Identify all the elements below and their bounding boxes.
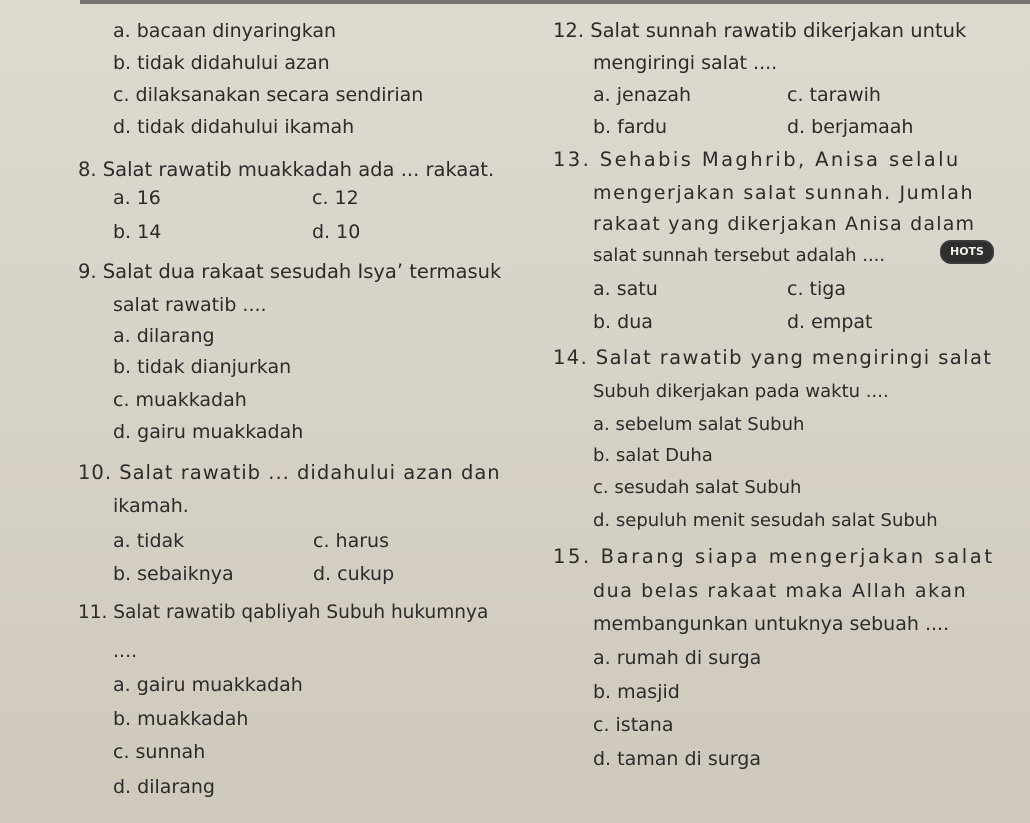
q10-option-c: c. harus	[313, 530, 389, 552]
q13-question-line2: mengerjakan salat sunnah. Jumlah	[593, 182, 975, 204]
q13-option-d: d. empat	[787, 311, 873, 333]
q9-option-d: d. gairu muakkadah	[113, 421, 304, 443]
q8-option-b: b. 14	[113, 221, 162, 243]
q9-option-b: b. tidak dianjurkan	[113, 356, 292, 378]
q9-option-c: c. muakkadah	[113, 389, 247, 411]
q15-option-a: a. rumah di surga	[593, 647, 762, 669]
q9-question-line1: 9. Salat dua rakaat sesudah Isya’ termasuk	[78, 260, 502, 283]
q15-option-d: d. taman di surga	[593, 748, 761, 770]
q8-option-c: c. 12	[312, 187, 359, 209]
q8-option-d: d. 10	[312, 221, 361, 243]
q9-option-a: a. dilarang	[113, 325, 215, 347]
q7-option-b: b. tidak didahului azan	[113, 52, 330, 74]
q12-option-d: d. berjamaah	[787, 116, 914, 138]
q11-option-b: b. muakkadah	[113, 708, 249, 730]
q14-option-d: d. sepuluh menit sesudah salat Subuh	[593, 510, 938, 531]
q12-option-c: c. tarawih	[787, 84, 881, 106]
q8-question: 8. Salat rawatib muakkadah ada ... rakaat.	[78, 158, 495, 181]
q11-question-line1: 11. Salat rawatib qabliyah Subuh hukumnya	[78, 602, 489, 623]
q10-question-line1: 10. Salat rawatib ... didahului azan dan	[78, 461, 501, 484]
q11-option-a: a. gairu muakkadah	[113, 674, 303, 696]
q13-question-line3: rakaat yang dikerjakan Anisa dalam	[593, 213, 976, 235]
q12-option-b: b. fardu	[593, 116, 668, 138]
q15-option-b: b. masjid	[593, 681, 680, 703]
q8-option-a: a. 16	[113, 187, 161, 209]
q7-option-d: d. tidak didahului ikamah	[113, 116, 355, 138]
top-edge-rule	[80, 0, 1030, 4]
q12-question-line2: mengiringi salat ....	[593, 52, 778, 74]
q12-question-line1: 12. Salat sunnah rawatib dikerjakan untuk	[553, 19, 967, 42]
q15-option-c: c. istana	[593, 714, 674, 736]
q14-option-a: a. sebelum salat Subuh	[593, 414, 805, 435]
q14-option-c: c. sesudah salat Subuh	[593, 477, 802, 498]
q10-option-a: a. tidak	[113, 530, 185, 552]
q14-option-b: b. salat Duha	[593, 445, 713, 466]
q13-option-c: c. tiga	[787, 278, 846, 300]
q11-question-line2: ....	[113, 640, 138, 662]
q13-option-b: b. dua	[593, 311, 653, 333]
q11-option-d: d. dilarang	[113, 776, 215, 798]
q10-option-d: d. cukup	[313, 563, 395, 585]
q14-question-line1: 14. Salat rawatib yang mengiringi salat	[553, 346, 993, 369]
hots-badge: HOTS	[940, 240, 994, 264]
q7-option-c: c. dilaksanakan secara sendirian	[113, 84, 424, 106]
q9-question-line2: salat rawatib ....	[113, 294, 267, 316]
q10-option-b: b. sebaiknya	[113, 563, 234, 585]
q14-question-line2: Subuh dikerjakan pada waktu ....	[593, 381, 889, 402]
q15-question-line3: membangunkan untuknya sebuah ....	[593, 613, 950, 635]
q7-option-a: a. bacaan dinyaringkan	[113, 20, 337, 42]
q13-option-a: a. satu	[593, 278, 658, 300]
q13-question-line1: 13. Sehabis Maghrib, Anisa selalu	[553, 148, 961, 171]
q10-question-line2: ikamah.	[113, 495, 189, 517]
q12-option-a: a. jenazah	[593, 84, 692, 106]
q11-option-c: c. sunnah	[113, 741, 206, 763]
q13-question-line4: salat sunnah tersebut adalah ....	[593, 245, 886, 266]
q15-question-line1: 15. Barang siapa mengerjakan salat	[553, 545, 995, 568]
q15-question-line2: dua belas rakaat maka Allah akan	[593, 580, 968, 602]
